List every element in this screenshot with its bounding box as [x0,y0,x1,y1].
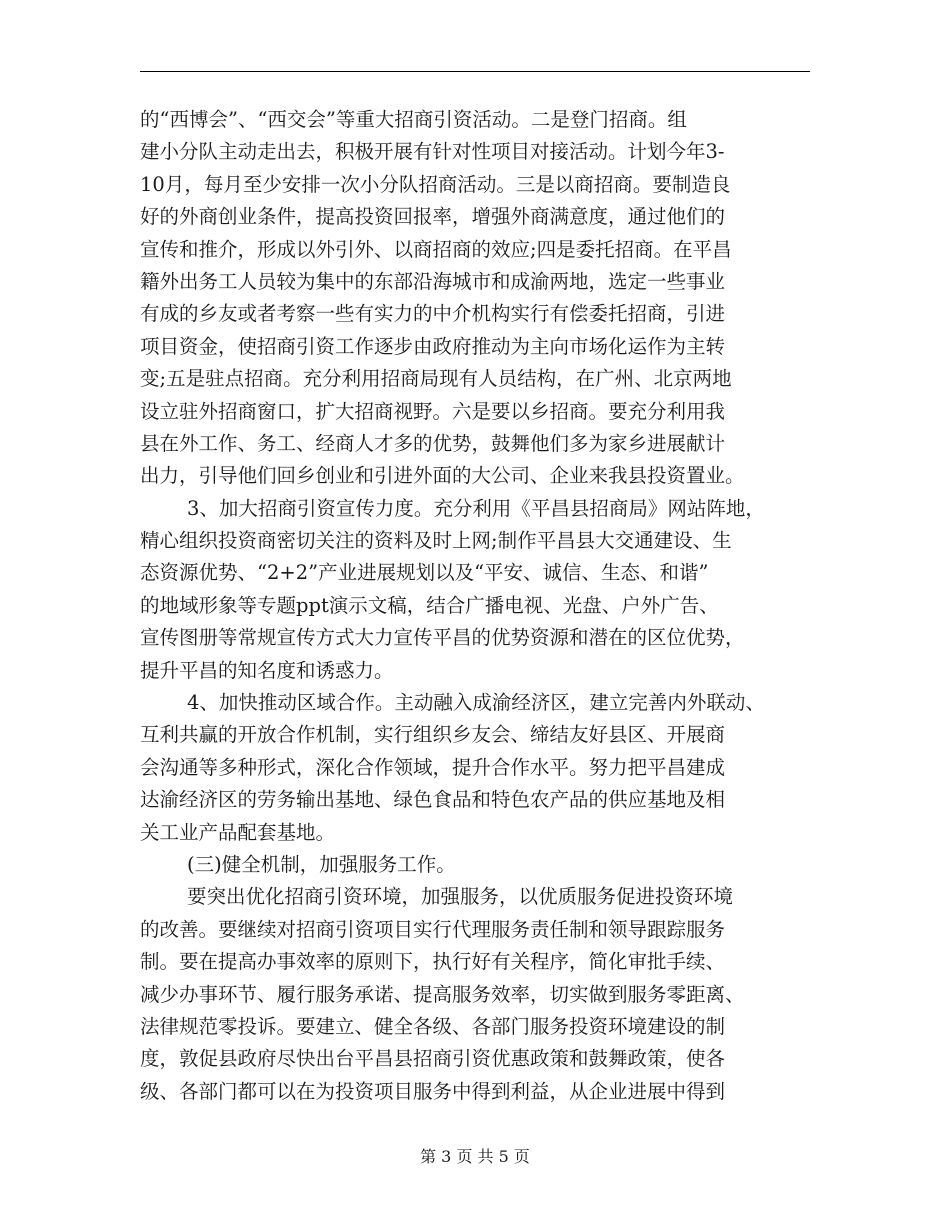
text-line: 宣传图册等常规宣传方式大力宣传平昌的优势资源和潜在的区位优势， [140,626,745,650]
text-line: 态资源优势、“2+2”产业进展规划以及“平安、诚信、生态、和谐” [140,561,709,585]
text-line: 变;五是驻点招商。充分利用招商局现有人员结构，在广州、北京两地 [140,367,732,391]
header-rule [140,71,810,72]
page-number-footer: 第 3 页 共 5 页 [420,1147,530,1166]
text-line: 的地域形象等专题ppt演示文稿，结合广播电视、光盘、户外广告、 [140,593,719,617]
text-line: 10月，每月至少安排一次小分队招商活动。三是以商招商。要制造良 [140,172,731,196]
text-line: (三)健全机制，加强服务工作。 [187,852,456,876]
text-line: 4、加快推动区域合作。主动融入成渝经济区，建立完善内外联动、 [187,691,765,715]
text-line: 宣传和推介，形成以外引外、以商招商的效应;四是委托招商。在平昌 [140,237,732,261]
text-line: 会沟通等多种形式，深化合作领域，提升合作水平。努力把平昌建成 [140,755,726,779]
document-body [140,104,820,1108]
text-line: 达渝经济区的劳务输出基地、绿色食品和特色农产品的供应基地及相 [140,788,726,812]
text-line: 法律规范零投诉。要建立、健全各级、各部门服务投资环境建设的制 [140,1014,726,1038]
text-line: 设立驻外招商窗口，扩大招商视野。六是要以乡招商。要充分利用我 [140,399,726,423]
text-line: 有成的乡友或者考察一些有实力的中介机构实行有偿委托招商，引进 [140,302,726,326]
text-line: 级、各部门都可以在为投资项目服务中得到利益，从企业进展中得到 [140,1079,726,1103]
text-line: 出力，引导他们回乡创业和引进外面的大公司、企业来我县投资置业。 [140,464,745,488]
text-line: 3、加大招商引资宣传力度。充分利用《平昌县招商局》网站阵地， [187,496,765,520]
text-line: 建小分队主动走出去，积极开展有针对性项目对接活动。计划今年3- [140,140,725,164]
text-line: 县在外工作、务工、经商人才多的优势，鼓舞他们多为家乡进展献计 [140,431,726,455]
text-line: 制。要在提高办事效率的原则下，执行好有关程序，简化审批手续、 [140,950,726,974]
text-line: 好的外商创业条件，提高投资回报率，增强外商满意度，通过他们的 [140,205,726,229]
text-line: 提升平昌的知名度和诱惑力。 [140,658,394,682]
text-line: 籍外出务工人员较为集中的东部沿海城市和成渝两地，选定一些事业 [140,269,726,293]
text-line: 项目资金，使招商引资工作逐步由政府推动为主向市场化运作为主转 [140,334,726,358]
text-line: 精心组织投资商密切关注的资料及时上网;制作平昌县大交通建设、生 [140,529,732,553]
text-line: 要突出优化招商引资环境，加强服务，以优质服务促进投资环境 [187,885,734,909]
text-line: 的改善。要继续对招商引资项目实行代理服务责任制和领导跟踪服务 [140,917,726,941]
text-line: 的“西博会”、“西交会”等重大招商引资活动。二是登门招商。组 [140,108,687,131]
text-line: 减少办事环节、履行服务承诺、提高服务效率，切实做到服务零距离、 [140,982,745,1006]
text-line: 关工业产品配套基地。 [140,820,336,844]
text-line: 互利共赢的开放合作机制，实行组织乡友会、缔结友好县区、开展商 [140,723,726,747]
text-line: 度，敦促县政府尽快出台平昌县招商引资优惠政策和鼓舞政策，使各 [140,1047,726,1071]
